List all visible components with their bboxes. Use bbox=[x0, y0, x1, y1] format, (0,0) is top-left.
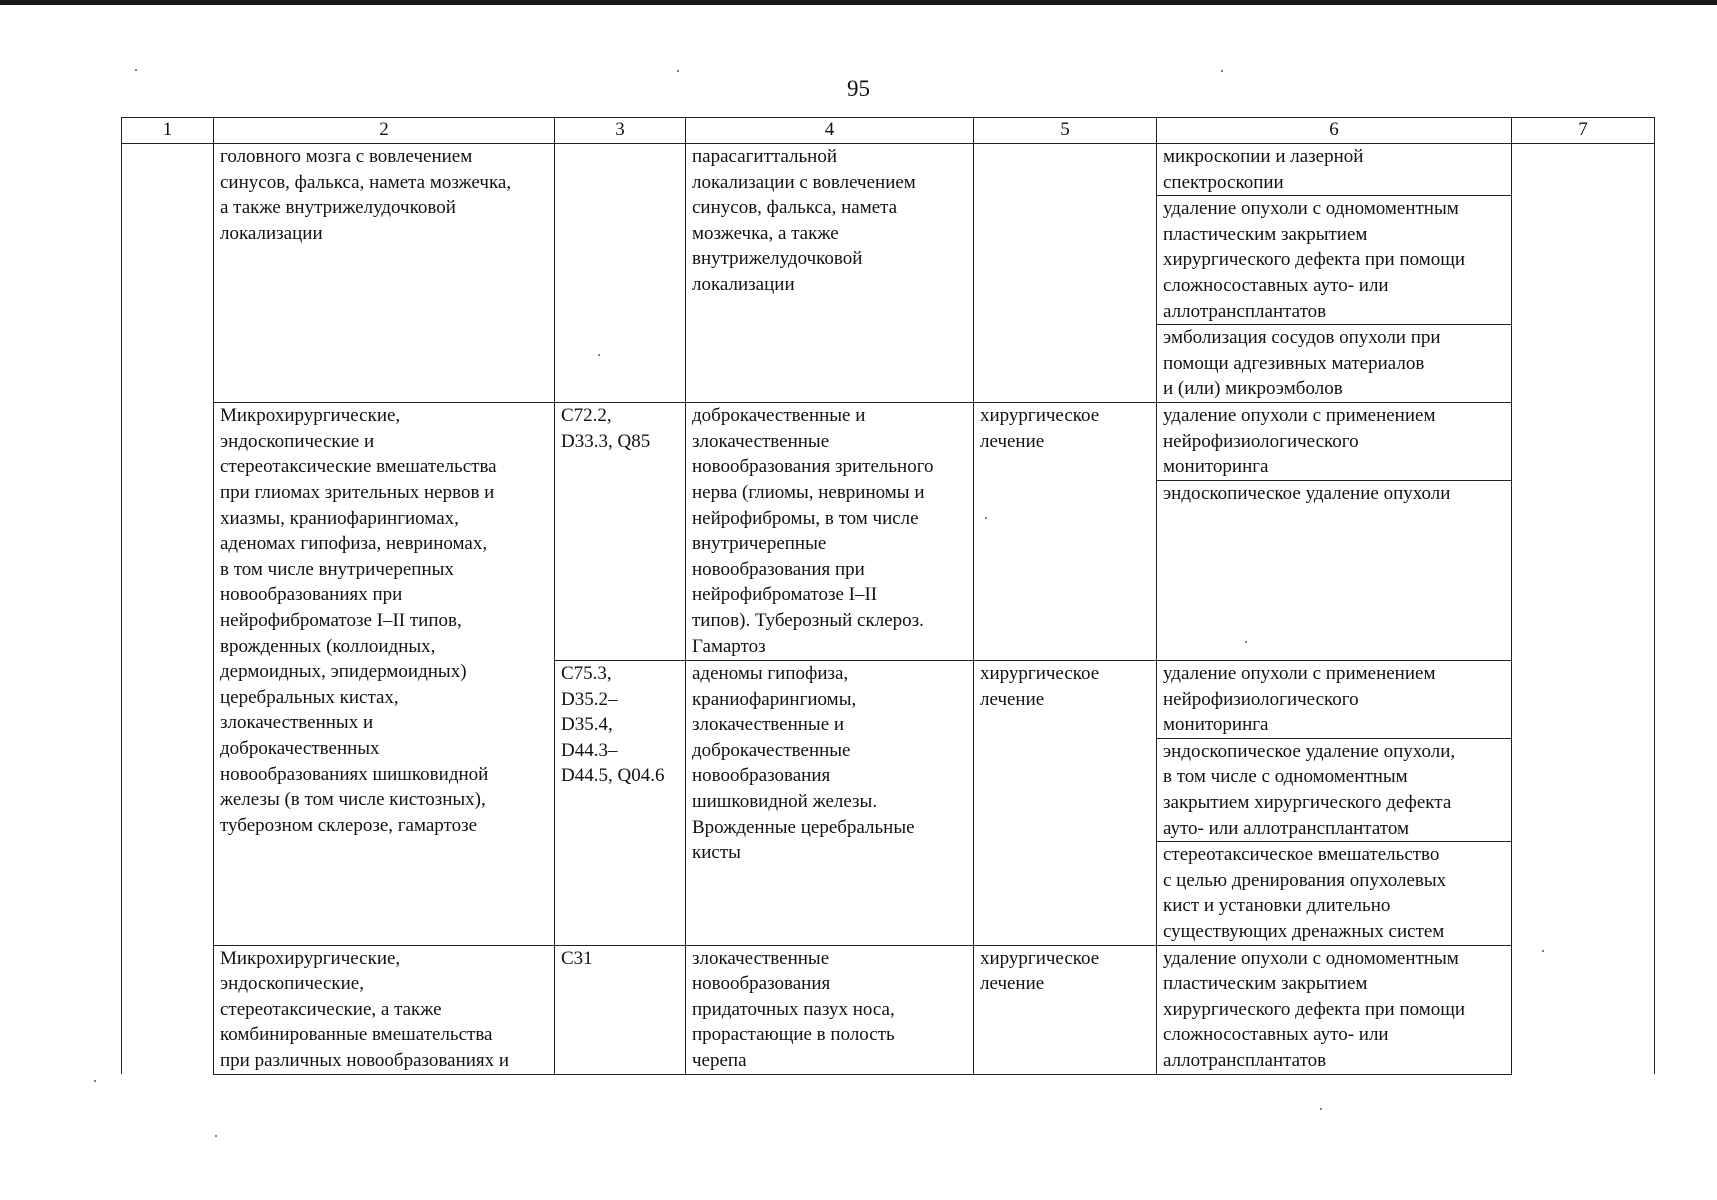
cell-col4 bbox=[686, 660, 974, 945]
method-text: удаление опухоли с применением нейрофизиологического мониторинга bbox=[1163, 405, 1436, 478]
treatment-type: хирургическое лечение bbox=[980, 405, 1100, 452]
scan-speck bbox=[1320, 1108, 1322, 1110]
cell-col1 bbox=[122, 144, 214, 403]
cell-col3 bbox=[555, 660, 686, 945]
icd-codes: C75.3, D35.2– D35.4, D44.3– D44.5, Q04.6 bbox=[561, 662, 665, 787]
intervention-text: Микрохирургические, эндоскопические, стереотаксические, а также комбинированные вмешательства при различных новообразованиях и bbox=[220, 947, 510, 1071]
method-text: эндоскопическое удаление опухоли bbox=[1163, 482, 1451, 504]
cell-col6 bbox=[1157, 842, 1512, 945]
method-text: удаление опухоли с применением нейрофизиологического мониторинга bbox=[1163, 662, 1436, 736]
diagnosis-text: доброкачественные и злокачественные новообразования зрительного нерва (глиомы, невриномы и нейрофибромы, в том числе внутричерепные новообразования при нейрофиброматозе I–II типов). Туберозный склероз. Гамартоз bbox=[692, 405, 934, 657]
table-row bbox=[122, 144, 1655, 196]
cell-col3 bbox=[555, 945, 686, 1074]
cell-col2 bbox=[214, 144, 555, 403]
treatment-type: хирургическое лечение bbox=[980, 947, 1100, 995]
cell-col6 bbox=[1157, 660, 1512, 738]
medical-procedures-table bbox=[121, 117, 1655, 1075]
column-header: 4 bbox=[686, 118, 974, 144]
scan-speck bbox=[677, 70, 679, 72]
cell-col7 bbox=[1512, 144, 1655, 403]
cell-col4 bbox=[686, 945, 974, 1074]
cell-col6 bbox=[1157, 196, 1512, 325]
cell-col6 bbox=[1157, 738, 1512, 841]
cell-col1 bbox=[122, 403, 214, 1074]
column-header: 5 bbox=[974, 118, 1157, 144]
scan-top-edge bbox=[0, 0, 1717, 5]
cell-col5 bbox=[974, 403, 1157, 661]
column-header: 1 bbox=[122, 118, 214, 144]
cell-col5 bbox=[974, 144, 1157, 403]
cell-col7 bbox=[1512, 403, 1655, 1074]
icd-codes: C31 bbox=[561, 947, 593, 969]
method-text: микроскопии и лазерной спектроскопии bbox=[1163, 146, 1364, 193]
cell-col6 bbox=[1157, 325, 1512, 403]
cell-col2 bbox=[214, 945, 555, 1074]
cell-col6 bbox=[1157, 945, 1512, 1074]
cell-col3 bbox=[555, 144, 686, 403]
cell-col5 bbox=[974, 945, 1157, 1074]
page-number: 95 bbox=[847, 76, 870, 101]
cell-col5 bbox=[974, 660, 1157, 945]
method-text: удаление опухоли с одномоментным пластическим закрытием хирургического дефекта при помощи сложносоставных ауто- или аллотрансплантатов bbox=[1163, 198, 1466, 322]
method-text: эндоскопическое удаление опухоли, в том числе с одномоментным закрытием хирургического дефекта ауто- или аллотрансплантатом bbox=[1163, 740, 1456, 839]
cell-col2 bbox=[214, 403, 555, 945]
icd-codes: C72.2, D33.3, Q85 bbox=[561, 405, 651, 452]
column-header: 2 bbox=[214, 118, 555, 144]
method-text: стереотаксическое вмешательство с целью дренирования опухолевых кист и установки длительно существующих дренажных систем bbox=[1163, 844, 1447, 942]
method-text: удаление опухоли с одномоментным пластическим закрытием хирургического дефекта при помощи сложносоставных ауто- или аллотрансплантатов bbox=[1163, 947, 1466, 1071]
table-row bbox=[122, 945, 1655, 1074]
diagnosis-text: аденомы гипофиза, краниофарингиомы, злокачественные и доброкачественные новообразования шишковидной железы. Врожденные церебральные кисты bbox=[692, 662, 915, 864]
method-text: эмболизация сосудов опухоли при помощи адгезивных материалов и (или) микроэмболов bbox=[1163, 327, 1441, 400]
scan-speck bbox=[215, 1135, 217, 1137]
cell-col4 bbox=[686, 403, 974, 661]
column-header: 3 bbox=[555, 118, 686, 144]
cell-col4 bbox=[686, 144, 974, 403]
diagnosis-text: парасагиттальной локализации с вовлечением синусов, фалькса, намета мозжечка, а также внутрижелудочковой локализации bbox=[692, 146, 916, 295]
treatment-type: хирургическое лечение bbox=[980, 662, 1100, 710]
cell-col6 bbox=[1157, 144, 1512, 196]
scan-speck bbox=[1221, 70, 1223, 72]
intervention-text: Микрохирургические, эндоскопические и стереотаксические вмешательства при глиомах зрительных нервов и хиазмы, краниофарингиомах, аденомах гипофиза, невриномах, в том числе внутричерепных новообразованиях при нейрофиброматозе I–II типов, врожденных (коллоидных, дермоидных, эпидермоидных) церебральных кистах, злокачественных и доброкачественных новообразованиях шишковидной железы (в том числе кистозных), туберозном склерозе, гамартозе bbox=[220, 405, 497, 836]
column-header: 7 bbox=[1512, 118, 1655, 144]
column-number-row bbox=[122, 118, 1655, 144]
scan-speck bbox=[135, 69, 137, 71]
intervention-text: головного мозга с вовлечением синусов, фалькса, намета мозжечка, а также внутрижелудочковой локализации bbox=[220, 146, 512, 244]
scan-speck bbox=[94, 1080, 96, 1082]
column-header: 6 bbox=[1157, 118, 1512, 144]
table-row bbox=[122, 403, 1655, 481]
cell-col3 bbox=[555, 403, 686, 661]
cell-col6 bbox=[1157, 480, 1512, 660]
diagnosis-text: злокачественные новообразования придаточных пазух носа, прорастающие в полость черепа bbox=[692, 947, 895, 1071]
cell-col6 bbox=[1157, 403, 1512, 481]
